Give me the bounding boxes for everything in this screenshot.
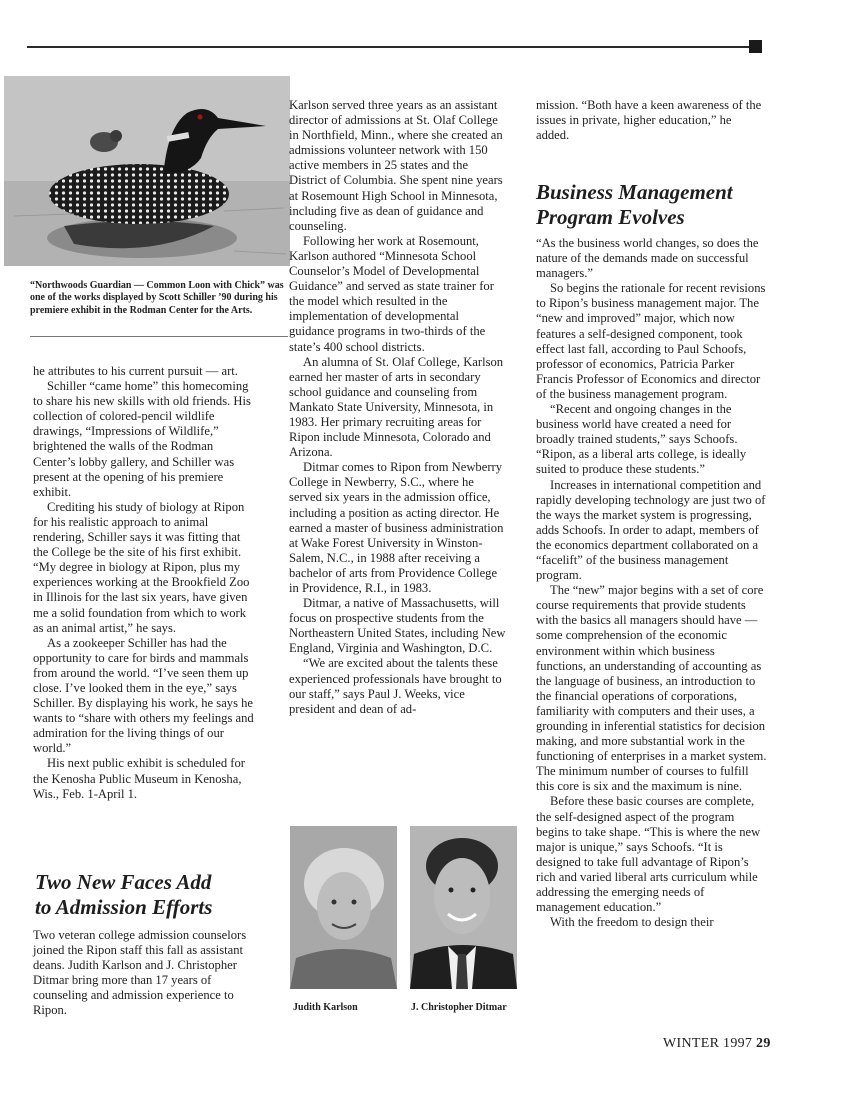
paragraph: “We are excited about the talents these experienced professionals have brought to our staff,” says Paul J. Weeks, vice president and dean of ad- bbox=[289, 656, 502, 716]
paragraph: So begins the rationale for recent revisions to Ripon’s business management major. The “new and improved” major, which now features a self-designed component, took effect last fall, according to Paul Schoofs, professor of economics, Patricia Parker Francis Professor of Economics and director of the business management program. bbox=[536, 281, 766, 401]
paragraph: With the freedom to design their bbox=[550, 915, 714, 930]
paragraph: Ditmar, a native of Massachusetts, will focus on prospective students from the Northeastern United States, including New England, Virginia and Washington, D.C. bbox=[289, 596, 506, 656]
column-2 bbox=[289, 98, 507, 717]
paragraph: Increases in international competition and rapidly developing technology are just two of the ways the market system is progressing, adds Schoofs. In order to adapt, members of the economics department collaborated on a “facelift” of the business management program. bbox=[536, 477, 766, 583]
paragraph: “As the business world changes, so does the nature of the demands made on successful managers.” bbox=[536, 236, 759, 281]
column-3 bbox=[536, 236, 767, 930]
column-1 bbox=[33, 364, 257, 802]
paragraph: mission. “Both have a keen awareness of the issues in private, higher education,” he added. bbox=[536, 98, 762, 143]
headline-line: Program Evolves bbox=[536, 205, 685, 229]
caption-divider bbox=[30, 336, 288, 337]
issue-label: WINTER 1997 bbox=[663, 1036, 753, 1051]
article-headline-admission bbox=[35, 870, 275, 920]
paragraph: Following her work at Rosemount, Karlson authored “Minnesota School Counselor’s Model of Developmental Guidance” and served as state trainer for the model which resulted in the implementation of developmental guidance programs in two-thirds of the state’s 400 school districts. bbox=[289, 233, 494, 354]
portrait-caption: J. Christopher Ditmar bbox=[411, 1002, 507, 1013]
article-intro bbox=[33, 928, 257, 1019]
paragraph: Two veteran college admission counselors joined the Ripon staff this fall as assistant deans. Judith Karlson and J. Christopher Ditmar bring more than 17 years of counseling and admission experience to Ripon. bbox=[33, 928, 247, 1018]
top-rule-marker bbox=[749, 40, 762, 53]
paragraph: The “new” major begins with a set of core course requirements that provide students with the basics all managers should have — some comprehension of the economic environment within which business functions, an understanding of accounting as the language of business, an introduction to the financial operations of corporations, familiarity with computers and their uses, a grounding in inferential statistics for decision making, and more substantial work in the functioning of enterprises in a market system. The minimum number of courses to fulfill this core is six and the maximum is nine. bbox=[536, 583, 767, 794]
paragraph: he attributes to his current pursuit — art. bbox=[33, 364, 238, 378]
article-headline-business bbox=[536, 180, 776, 230]
loon-illustration bbox=[4, 76, 290, 266]
portrait-christopher-ditmar bbox=[410, 826, 517, 989]
paragraph: Ditmar comes to Ripon from Newberry College in Newberry, S.C., where he served six years in the admission office, including a position as acting director. He earned a master of business administration at Wake Forest University in Winston-Salem, N.C., in 1988 after receiving a bachelor of arts from Providence College in Providence, R.I., in 1983. bbox=[289, 460, 504, 595]
column-3-top bbox=[536, 98, 767, 143]
paragraph: Before these basic courses are complete, the self-designed aspect of the program begins to take shape. “This is where the new major is unique,” says Schoofs. “It is designed to take full advantage of Ripon’s rich and varied liberal arts curriculum while addressing the emerging needs of management education.” bbox=[536, 794, 761, 915]
portrait-judith-karlson bbox=[290, 826, 397, 989]
photo-caption: “Northwoods Guardian — Common Loon with Chick” was one of the works displayed by Scott Schiller ’90 during his premiere exhibit in the Rodman Center for the Arts. bbox=[30, 280, 284, 316]
page-number: 29 bbox=[756, 1036, 771, 1051]
portrait-caption: Judith Karlson bbox=[293, 1002, 358, 1013]
paragraph: Crediting his study of biology at Ripon for his realistic approach to animal rendering, Schiller says it was fitting that the College be the site of his first exhibit. “My degree in biology at Ripon, plus my experiences working at the Brookfield Zoo in Illinois for the last six years, have given me a solid foundation from which to work as an animal artist,” he says. bbox=[33, 499, 250, 635]
headline-line: to Admission Efforts bbox=[35, 895, 213, 919]
headline-line: Two New Faces Add bbox=[35, 870, 212, 894]
page-footer bbox=[663, 1036, 771, 1052]
paragraph: His next public exhibit is scheduled for the Kenosha Public Museum in Kenosha, Wis., Feb. 1-April 1. bbox=[33, 756, 245, 801]
top-rule bbox=[27, 46, 755, 48]
paragraph: As a zookeeper Schiller has had the opportunity to care for birds and mammals from around the world. “I’ve seen them up close. I’ve looked them in the eye,” says Schiller. By displaying his work, he says he wants to “share with others my feelings and admiration for the living things of our world.” bbox=[33, 635, 254, 756]
paragraph: An alumna of St. Olaf College, Karlson earned her master of arts in secondary school guidance and counseling from Mankato State University, Minnesota, in 1983. Her primary recruiting areas for Ripon include Minnesota, Colorado and Arizona. bbox=[289, 354, 504, 460]
portrait-image bbox=[410, 826, 517, 989]
paragraph: Schiller “came home” this homecoming to share his new skills with old friends. His collection of colored-pencil wildlife drawings, “Impressions of Wildlife,” brightened the walls of the Rodman Center’s lobby gallery, and Schiller was present at the opening of his premiere exhibit. bbox=[33, 379, 251, 499]
paragraph: “Recent and ongoing changes in the business world have created a need for broadly trained students,” says Schoofs. “Ripon, as a liberal arts college, is ideally suited to produce these students.” bbox=[536, 402, 747, 477]
headline-line: Business Management bbox=[536, 180, 733, 204]
portrait-image bbox=[290, 826, 397, 989]
loon-photo bbox=[4, 76, 290, 266]
paragraph: Karlson served three years as an assistant director of admissions at St. Olaf College in Northfield, Minn., where she created an admissions volunteer network with 150 active members in 25 states and the District of Columbia. She spent nine years at Rosemount High School in Minnesota, including five as dean of guidance and counseling. bbox=[289, 98, 503, 233]
